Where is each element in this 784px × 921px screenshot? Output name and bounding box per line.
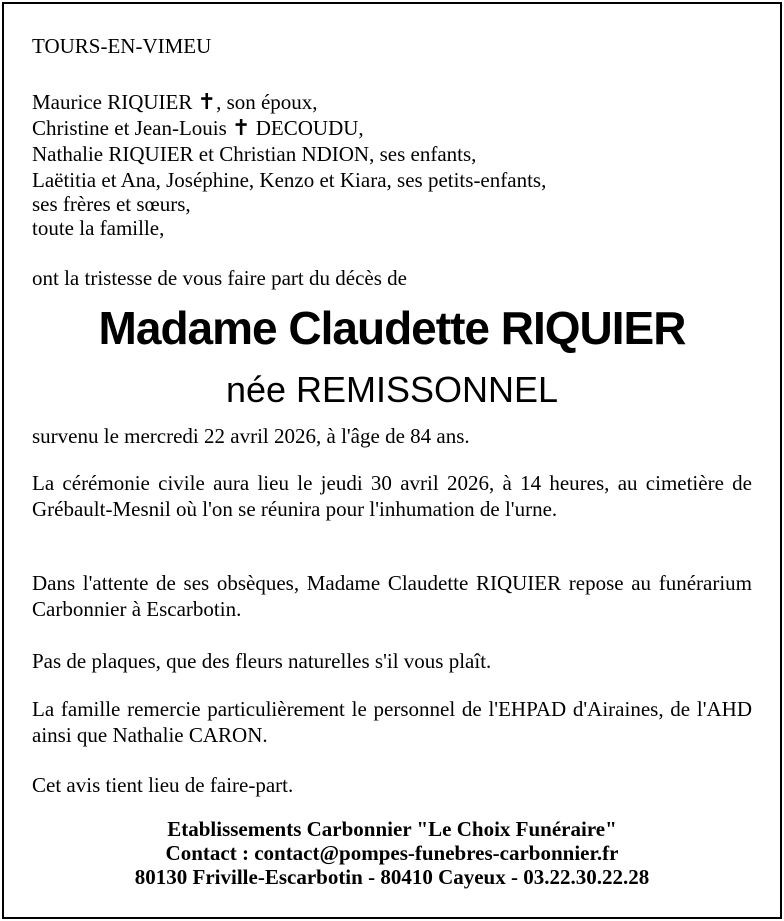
family-christine-name: Christine et Jean-Louis — [32, 116, 233, 140]
family-line-siblings: ses frères et sœurs, — [32, 192, 191, 216]
family-husband-relation: , son époux, — [216, 90, 318, 114]
family-line-children: Nathalie RIQUIER et Christian NDION, ses enfants, — [32, 142, 477, 166]
footer-contact: Contact : contact@pompes-funebres-carbonnier.fr — [165, 841, 619, 865]
death-info: survenu le mercredi 22 avril 2026, à l'âge de 84 ans. — [32, 424, 470, 448]
family-line-husband — [32, 90, 318, 115]
town-heading: TOURS-EN-VIMEU — [32, 34, 212, 58]
flowers-paragraph: Pas de plaques, que des fleurs naturelles s'il vous plaît. — [32, 649, 492, 673]
family-line-all: toute la famille, — [32, 216, 165, 240]
family-line-grandchildren: Laëtitia et Ana, Joséphine, Kenzo et Kiara, ses petits-enfants, — [32, 168, 547, 192]
cross-icon: ✝ — [232, 116, 251, 141]
family-husband-name: Maurice RIQUIER — [32, 90, 198, 114]
ceremony-paragraph: La cérémonie civile aura lieu le jeudi 30 avril 2026, à 14 heures, au cimetière de Grébault-Mesnil où l'on se réunira pour l'inhumation de l'urne. — [32, 471, 752, 521]
family-line-christine — [32, 116, 364, 141]
thanks-paragraph: La famille remercie particulièrement le personnel de l'EHPAD d'Airaines, de l'AHD ainsi que Nathalie CARON. — [32, 697, 752, 747]
family-decoudu-name: DECOUDU, — [250, 116, 364, 140]
deceased-name: Madame Claudette RIQUIER — [98, 302, 686, 354]
rest-paragraph: Dans l'attente de ses obsèques, Madame Claudette RIQUIER repose au funérarium Carbonnier à Escarbotin. — [32, 571, 752, 621]
notice-paragraph: Cet avis tient lieu de faire-part. — [32, 773, 294, 797]
deceased-maiden-name: née REMISSONNEL — [225, 369, 559, 410]
announcement-text: ont la tristesse de vous faire part du décès de — [32, 266, 407, 290]
footer-company: Etablissements Carbonnier "Le Choix Funéraire" — [167, 817, 617, 841]
cross-icon: ✝ — [197, 90, 217, 115]
footer-address: 80130 Friville-Escarbotin - 80410 Cayeux - 03.22.30.22.28 — [134, 865, 650, 889]
